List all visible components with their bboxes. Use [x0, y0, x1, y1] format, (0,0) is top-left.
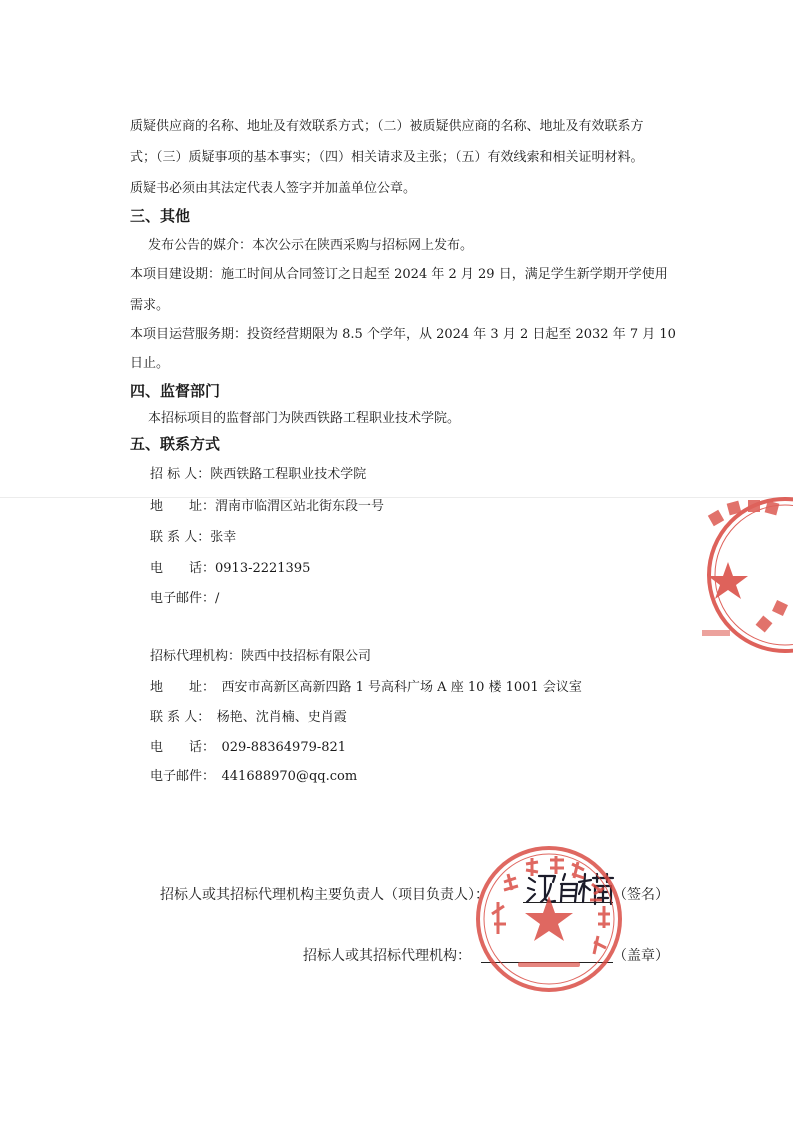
signature-suffix: （签名）	[613, 887, 669, 903]
agency-phone: 电 话： 029-88364979-821	[150, 740, 347, 755]
section-4-title: 四、监督部门	[130, 382, 221, 400]
ops-period-line1: 本项目运营服务期：投资经营期限为 8.5 个学年，从 2024 年 3 月 2 日起至 2032 年 7 月 10	[130, 327, 676, 342]
agency-address: 地 址： 西安市高新区高新四路 1 号高科广场 A 座 10 楼 1001 会议室	[150, 680, 582, 695]
build-period-line1: 本项目建设期：施工时间从合同签订之日起至 2024 年 2 月 29 日，满足学生新学期开学使用	[130, 267, 668, 282]
para1-line3: 质疑书必须由其法定代表人签字并加盖单位公章。	[130, 181, 417, 196]
build-period-line2: 需求。	[130, 298, 170, 313]
tenderer-contact: 联 系 人：张幸	[150, 530, 237, 545]
seal-suffix: （盖章）	[613, 948, 669, 964]
para1-line1: 质疑供应商的名称、地址及有效联系方式；（二）被质疑供应商的名称、地址及有效联系方	[130, 119, 644, 134]
agency-email: 电子邮件： 441688970@qq.com	[150, 769, 358, 784]
supervision-text: 本招标项目的监督部门为陕西铁路工程职业技术学院。	[148, 411, 461, 426]
tenderer-phone: 电 话：0913-2221395	[150, 561, 311, 576]
section-5-title: 五、联系方式	[130, 435, 221, 453]
tenderer-email: 电子邮件：/	[150, 591, 220, 606]
ops-period-line2: 日止。	[130, 356, 170, 371]
section-3-title: 三、其他	[130, 207, 191, 225]
publish-media: 发布公告的媒介：本次公示在陕西采购与招标网上发布。	[148, 238, 474, 253]
signature-label: 招标人或其招标代理机构主要负责人（项目负责人）：	[160, 887, 489, 903]
tenderer-address: 地 址：渭南市临渭区站北街东段一号	[150, 499, 385, 514]
agency-contact: 联 系 人： 杨艳、沈肖楠、史肖霞	[150, 710, 347, 725]
tenderer: 招 标 人：陕西铁路工程职业技术学院	[150, 467, 367, 482]
para1-line2: 式；（三）质疑事项的基本事实；（四）相关请求及主张；（五）有效线索和相关证明材料。	[130, 150, 644, 165]
company-seal-partial	[700, 490, 793, 660]
seal-label: 招标人或其招标代理机构：	[303, 948, 471, 964]
agency-name: 招标代理机构：陕西中技招标有限公司	[150, 649, 372, 664]
scan-artifact	[0, 497, 793, 498]
company-seal	[474, 844, 624, 994]
